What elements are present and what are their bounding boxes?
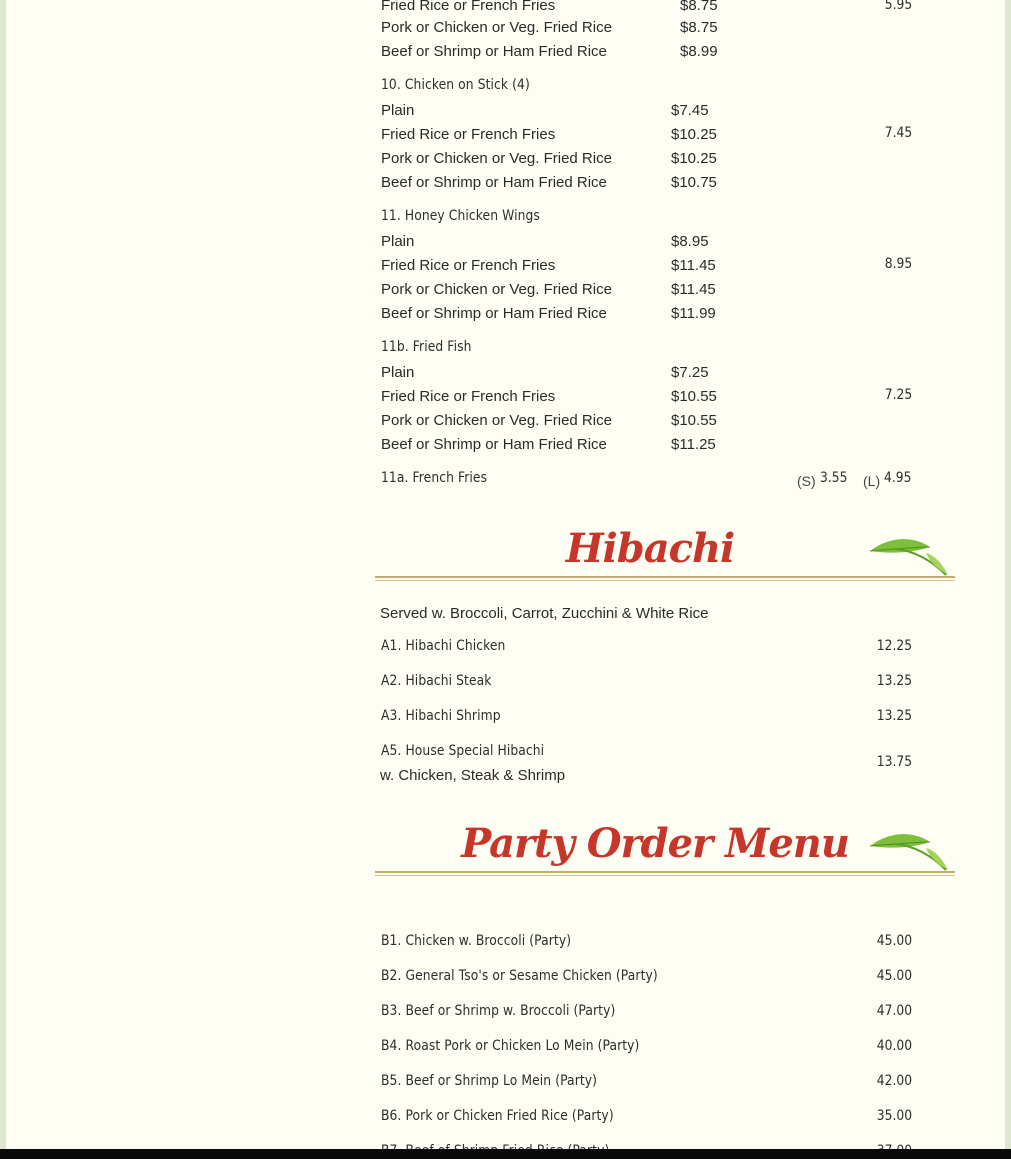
option-label: Pork or Chicken or Veg. Fried Rice	[381, 412, 612, 429]
bottom-bar	[0, 1149, 1011, 1159]
item-price: 13.25	[876, 673, 912, 689]
section-banner-hibachi	[375, 525, 955, 585]
option-label: Beef or Shrimp or Ham Fried Rice	[381, 305, 607, 322]
option-price: $10.25	[671, 150, 717, 167]
section-banner-party	[375, 820, 955, 880]
option-label: Fried Rice or French Fries	[381, 388, 556, 405]
option-label: Beef or Shrimp or Ham Fried Rice	[381, 174, 607, 191]
size-small-price: 3.55	[820, 470, 848, 486]
section-heading: Party Order Menu	[461, 820, 849, 867]
option-label: Plain	[381, 364, 415, 381]
option-label: Fried Rice or French Fries	[381, 257, 556, 274]
item-price: 40.00	[876, 1038, 912, 1054]
option-price: $11.99	[671, 305, 716, 322]
item-title: B2. General Tso's or Sesame Chicken (Party)	[381, 968, 658, 984]
option-label: Pork or Chicken or Veg. Fried Rice	[381, 281, 612, 298]
item-price: 12.25	[876, 638, 912, 654]
item-price: 13.75	[876, 754, 912, 770]
item-title: A5. House Special Hibachi	[381, 743, 545, 759]
option-price: $10.25	[671, 126, 717, 143]
item-price: 35.00	[876, 1108, 912, 1124]
item-title: A1. Hibachi Chicken	[381, 638, 506, 654]
option-price: $11.45	[671, 281, 716, 298]
size-large-price: 4.95	[884, 470, 912, 486]
item-title: B6. Pork or Chicken Fried Rice (Party)	[381, 1108, 614, 1124]
item-title: 11a. French Fries	[381, 470, 488, 486]
item-price: 45.00	[876, 968, 912, 984]
option-price: $8.75	[680, 19, 718, 36]
leaf-icon	[868, 824, 950, 872]
item-price: 7.25	[884, 387, 912, 403]
item-price: 42.00	[876, 1073, 912, 1089]
leaf-icon	[868, 529, 950, 577]
item-title: 11b. Fried Fish	[381, 339, 472, 355]
page-frame-right	[1005, 0, 1011, 1159]
option-price: $7.45	[671, 102, 709, 119]
item-price: 5.95	[884, 0, 912, 13]
option-price: $7.25	[671, 364, 709, 381]
option-price: $10.75	[671, 174, 717, 191]
option-price: $8.75	[680, 0, 718, 14]
option-label: Pork or Chicken or Veg. Fried Rice	[381, 19, 612, 36]
option-label: Plain	[381, 102, 415, 119]
size-large-label: (L)	[863, 473, 881, 489]
item-price: 47.00	[876, 1003, 912, 1019]
option-price: $11.25	[671, 436, 716, 453]
item-price: 13.25	[876, 708, 912, 724]
item-subtitle: w. Chicken, Steak & Shrimp	[380, 767, 566, 784]
hibachi-note: Served w. Broccoli, Carrot, Zucchini & White Rice	[380, 605, 709, 622]
menu-content	[375, 0, 955, 1149]
option-price: $10.55	[671, 388, 717, 405]
option-label: Pork or Chicken or Veg. Fried Rice	[381, 150, 612, 167]
item-title: A2. Hibachi Steak	[381, 673, 492, 689]
item-title: 10. Chicken on Stick (4)	[381, 77, 530, 93]
option-label: Beef or Shrimp or Ham Fried Rice	[381, 43, 607, 60]
option-price: $11.45	[671, 257, 716, 274]
size-small-label: (S)	[797, 473, 816, 489]
item-price: 8.95	[884, 256, 912, 272]
item-price: 45.00	[876, 933, 912, 949]
item-title: B1. Chicken w. Broccoli (Party)	[381, 933, 572, 949]
item-title: B4. Roast Pork or Chicken Lo Mein (Party)	[381, 1038, 640, 1054]
section-heading: Hibachi	[565, 525, 735, 572]
divider-line	[375, 580, 955, 581]
option-label: Plain	[381, 233, 415, 250]
item-title: B3. Beef or Shrimp w. Broccoli (Party)	[381, 1003, 616, 1019]
option-label: Beef or Shrimp or Ham Fried Rice	[381, 436, 607, 453]
item-title: A3. Hibachi Shrimp	[381, 708, 501, 724]
option-price: $8.95	[671, 233, 709, 250]
option-price: $8.99	[680, 43, 718, 60]
item-title: 11. Honey Chicken Wings	[381, 208, 540, 224]
option-label: Fried Rice or French Fries	[381, 126, 556, 143]
option-price: $10.55	[671, 412, 717, 429]
divider-line	[375, 875, 955, 876]
option-label: Fried Rice or French Fries	[381, 0, 556, 14]
item-title: B5. Beef or Shrimp Lo Mein (Party)	[381, 1073, 598, 1089]
item-price: 7.45	[884, 125, 912, 141]
